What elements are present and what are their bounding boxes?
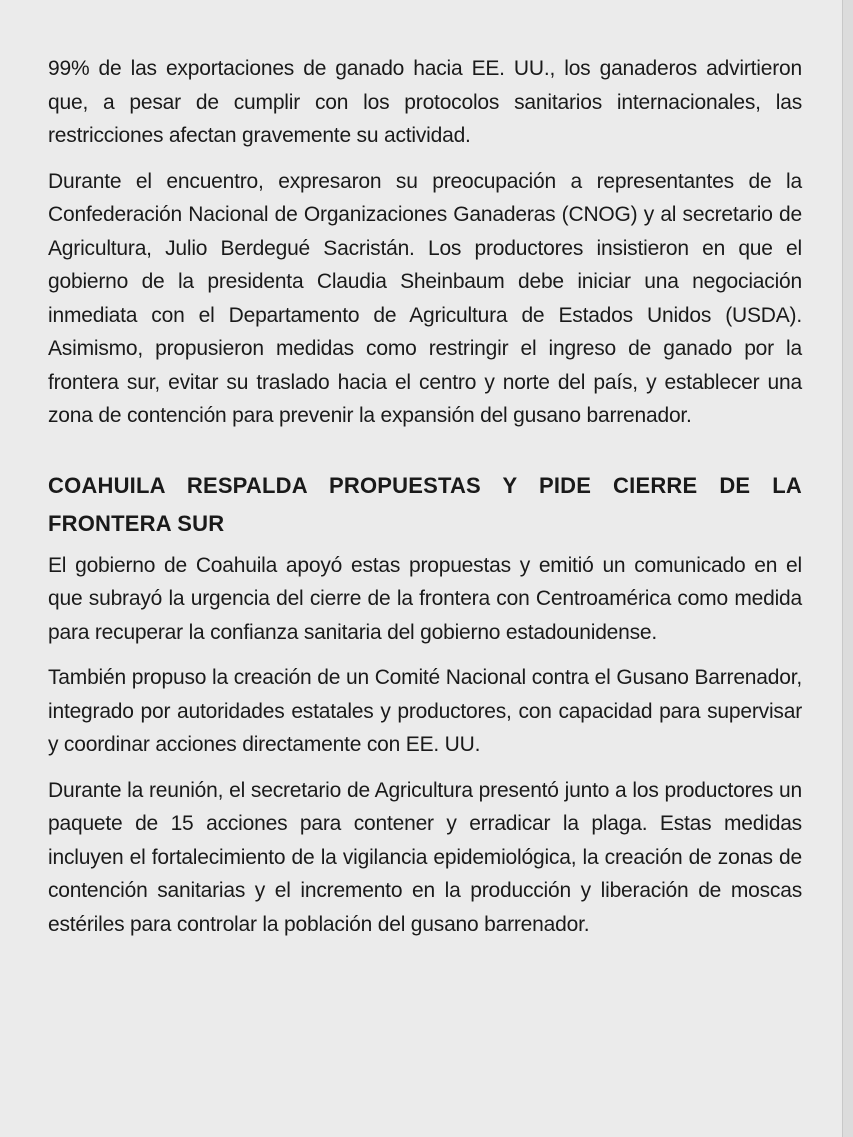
paragraph-meeting-proposals: Durante el encuentro, expresaron su preocupación a representantes de la Confederación Nacional de Organizaciones Ganaderas (CNOG) y al secretario de Agricultura, Julio Berdegué Sacristán. Los productores insistieron en que el gobierno de la presidenta Claudia Sheinbaum debe iniciar una negociación inmediata con el Departamento de Agricultura de Estados Unidos (USDA). Asimismo, propusieron medidas como restringir el ingreso de ganado por la frontera sur, evitar su traslado hacia el centro y norte del país, y establecer una zona de contención para prevenir la expansión del gusano barrenador. bbox=[48, 169, 802, 427]
paragraph-coahuila-support: El gobierno de Coahuila apoyó estas propuestas y emitió un comunicado en el que subrayó la urgencia del cierre de la frontera con Centroamérica como medida para recuperar la confianza sanitaria del gobierno estadounidense. bbox=[48, 553, 802, 644]
scrollbar-track[interactable] bbox=[842, 0, 853, 1137]
paragraph-fifteen-actions: Durante la reunión, el secretario de Agricultura presentó junto a los productores un paquete de 15 acciones para contener y erradicar la plaga. Estas medidas incluyen el fortalecimiento de la vigilancia epidemiológica, la creación de zonas de contención sanitarias y el incremento en la producción y liberación de moscas estériles para controlar la población del gusano barrenador. bbox=[48, 778, 802, 936]
paragraph-export-restrictions: 99% de las exportaciones de ganado hacia EE. UU., los ganaderos advirtieron que, a pesar de cumplir con los protocolos sanitarios internacionales, las restricciones afectan gravemente su actividad. bbox=[48, 57, 802, 147]
article-body bbox=[48, 52, 802, 953]
section-heading: COAHUILA RESPALDA PROPUESTAS Y PIDE CIERRE DE LA FRONTERA SUR bbox=[48, 472, 802, 536]
paragraph-national-committee: También propuso la creación de un Comité Nacional contra el Gusano Barrenador, integrado por autoridades estatales y productores, con capacidad para supervisar y coordinar acciones directamente con EE. UU. bbox=[48, 666, 802, 756]
